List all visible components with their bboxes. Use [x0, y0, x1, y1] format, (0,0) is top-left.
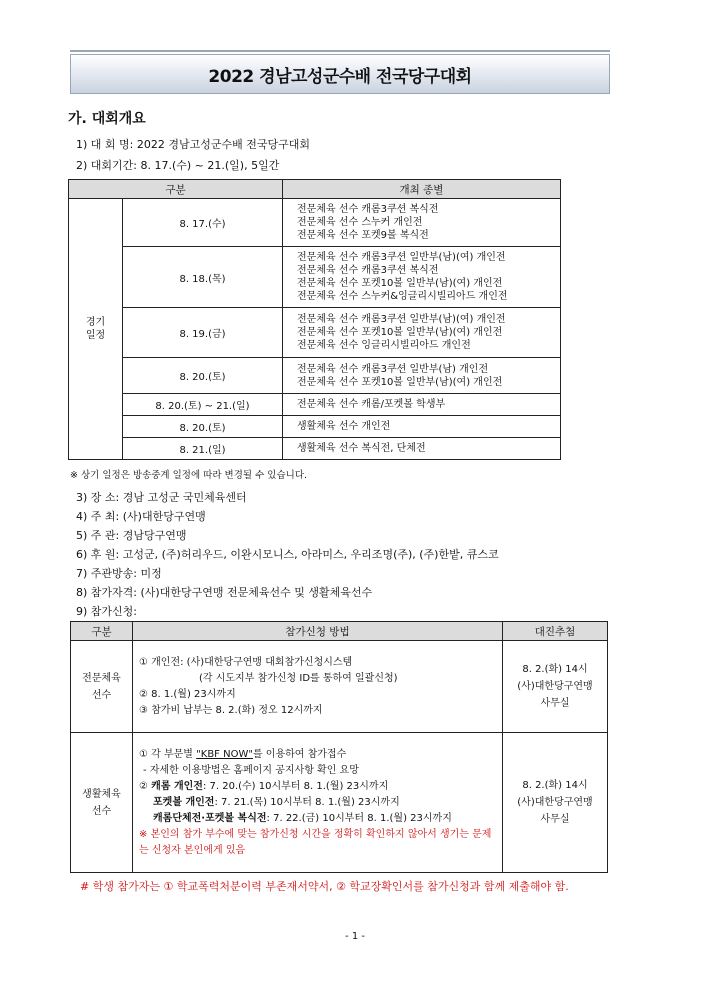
event-item: 전문체육 선수 스누커&잉글리시빌리아드 개인전 [297, 291, 508, 302]
application-warning: ※ 본인의 참가 부수에 맞는 참가신청 시간을 정확히 확인하지 않아서 생기는 문제는 신청자 본인에게 있음 [139, 828, 492, 856]
method-item: ① 개인전: (사)대한당구연맹 대회참가신청시스템 [139, 656, 353, 668]
event-item: 전문체육 선수 스누커 개인전 [297, 217, 423, 228]
application-header-method: 참가신청 방법 [133, 622, 503, 641]
student-footnote: # 학생 참가자는 ① 학교폭력처분이력 부존재서약서, ② 학교장확인서를 참가신청과 함께 제출해야 함. [80, 880, 569, 893]
pro-draw-info: 8. 2.(화) 14시 (사)대한당구연맹 사무실 [503, 641, 608, 733]
event-item: 전문체육 선수 잉글리시빌리아드 개인전 [297, 340, 471, 351]
table-row [69, 247, 561, 308]
schedule-header-group: 구분 [69, 180, 283, 199]
page-number: - 1 - [345, 931, 365, 942]
table-row [69, 199, 561, 247]
application-header-row [71, 622, 608, 641]
event-item: 전문체육 선수 포켓10볼 일반부(남)(여) 개인전 [297, 376, 503, 388]
method-item: ③ 참가비 납부는 8. 2.(화) 정오 12시까지 [139, 704, 323, 716]
event-period-line: 2) 대회기간: 8. 17.(수) ~ 21.(일), 5일간 [76, 159, 280, 172]
table-row [71, 641, 608, 733]
application-line: 9) 참가신청: [76, 605, 137, 618]
schedule-date: 8. 20.(토) [123, 358, 283, 394]
event-item: 전문체육 선수 캐롬3쿠션 복식전 [297, 204, 439, 215]
schedule-table [68, 179, 561, 460]
method-item [139, 795, 496, 811]
method-text: 를 이용하여 참가접수 [252, 748, 347, 760]
organizer-line: 5) 주 관: 경남당구연맹 [76, 529, 187, 542]
table-row [69, 358, 561, 394]
venue-line: 3) 장 소: 경남 고성군 국민체육센터 [76, 491, 247, 504]
schedule-header-event: 개최 종별 [283, 180, 561, 199]
schedule-note: ※ 상기 일정은 방송중계 일정에 따라 변경될 수 있습니다. [70, 470, 308, 481]
table-row [69, 394, 561, 416]
application-table [70, 621, 608, 873]
schedule-date: 8. 17.(수) [123, 199, 283, 247]
pro-athlete-label: 전문체육 선수 [71, 641, 133, 733]
schedule-side-label: 경기 일정 [69, 199, 123, 460]
schedule-events [283, 358, 561, 394]
method-text: : 7. 20.(수) 10시부터 8. 1.(월) 23시까지 [202, 780, 389, 792]
table-row [69, 416, 561, 438]
sponsor-line: 6) 후 원: 고성군, (주)허리우드, 이완시모니스, 아라미스, 우리조명(주), (주)한밭, 큐스코 [76, 548, 499, 561]
method-text: ① 각 부문별 [139, 748, 197, 760]
event-item: 생활체육 선수 개인전 [297, 421, 391, 432]
broadcast-line: 7) 주관방송: 미정 [76, 567, 162, 580]
event-item: 전문체육 선수 포켓10볼 일반부(남)(여) 개인전 [297, 278, 503, 289]
schedule-events [283, 308, 561, 358]
schedule-date: 8. 20.(토) [123, 416, 283, 438]
document-title: 2022 경남고성군수배 전국당구대회 [70, 54, 610, 94]
method-item [139, 811, 496, 827]
event-item: 생활체육 선수 복식전, 단체전 [297, 443, 426, 454]
kbf-now-link[interactable]: "KBF NOW" [196, 748, 253, 760]
amateur-application-method [133, 733, 503, 873]
event-item: 전문체육 선수 캐롬/포켓볼 학생부 [297, 399, 446, 410]
method-label: 캐롬단체전·포켓볼 복식전 [153, 812, 267, 824]
eligibility-line: 8) 참가자격: (사)대한당구연맹 전문체육선수 및 생활체육선수 [76, 586, 373, 599]
application-header-draw: 대진추첨 [503, 622, 608, 641]
application-header-group: 구분 [71, 622, 133, 641]
schedule-date: 8. 18.(목) [123, 247, 283, 308]
event-item: 전문체육 선수 캐롬3쿠션 복식전 [297, 265, 439, 276]
schedule-events [283, 438, 561, 460]
schedule-events [283, 247, 561, 308]
method-item: (각 시도지부 참가신청 ID를 통하여 일괄신청) [199, 672, 398, 684]
amateur-draw-info: 8. 2.(화) 14시 (사)대한당구연맹 사무실 [503, 733, 608, 873]
event-item: 전문체육 선수 포켓9볼 복식전 [297, 230, 429, 241]
method-text: : 7. 21.(목) 10시부터 8. 1.(월) 23시까지 [214, 796, 400, 808]
method-label: 캐롬 개인전 [151, 780, 203, 792]
schedule-events [283, 416, 561, 438]
event-item: 전문체육 선수 캐롬3쿠션 일반부(남)(여) 개인전 [297, 252, 506, 263]
schedule-date: 8. 20.(토) ~ 21.(일) [123, 394, 283, 416]
method-label: 포켓볼 개인전 [153, 796, 215, 808]
method-item: ② 8. 1.(월) 23시까지 [139, 688, 236, 700]
schedule-header-row [69, 180, 561, 199]
section-heading: 가. 대회개요 [68, 111, 146, 127]
table-row [69, 308, 561, 358]
method-item [139, 747, 496, 763]
method-text: : 7. 22.(금) 10시부터 8. 1.(월) 23시까지 [266, 812, 452, 824]
method-text: ② [139, 780, 152, 792]
pro-application-method [133, 641, 503, 733]
schedule-date: 8. 19.(금) [123, 308, 283, 358]
schedule-date: 8. 21.(일) [123, 438, 283, 460]
host-line: 4) 주 최: (사)대한당구연맹 [76, 510, 206, 523]
event-item: 전문체육 선수 포켓10볼 일반부(남)(여) 개인전 [297, 327, 503, 338]
table-row [71, 733, 608, 873]
event-item: 전문체육 선수 캐롬3쿠션 일반부(남)(여) 개인전 [297, 314, 506, 325]
schedule-events [283, 199, 561, 247]
method-item: - 자세한 이용방법은 홈페이지 공지사항 확인 요망 [143, 764, 359, 776]
event-item: 전문체육 선수 캐롬3쿠션 일반부(남) 개인전 [297, 363, 489, 375]
method-item [139, 779, 496, 795]
schedule-events [283, 394, 561, 416]
amateur-athlete-label: 생활체육 선수 [71, 733, 133, 873]
event-name-line: 1) 대 회 명: 2022 경남고성군수배 전국당구대회 [76, 138, 310, 151]
table-row [69, 438, 561, 460]
